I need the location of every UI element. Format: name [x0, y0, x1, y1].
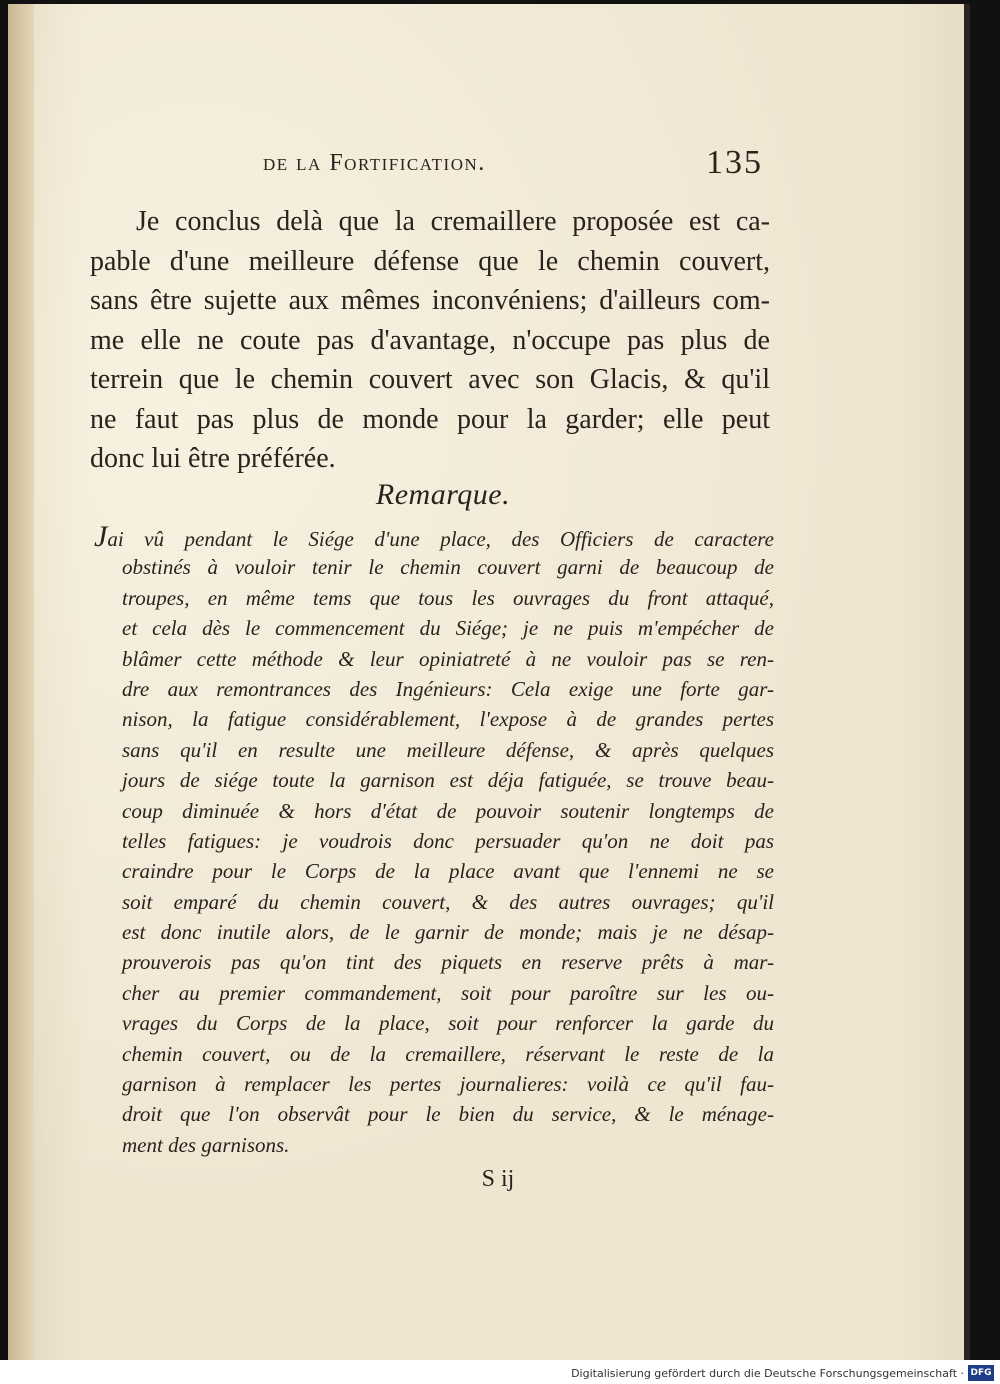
remark-line: obstinés à vouloir tenir le chemin couvert garni de beaucoup de	[122, 555, 774, 580]
page-number: 135	[706, 144, 763, 181]
remark-line: blâmer cette méthode & leur opiniatreté à ne vouloir pas se ren-	[122, 646, 774, 671]
remark-line: et cela dès le commencement du Siége; je ne puis m'empécher de	[122, 616, 774, 641]
remark-line: craindre pour le Corps de la place avant que l'ennemi ne se	[122, 859, 774, 884]
remark-text	[94, 522, 774, 1160]
remark-line: dre aux remontrances des Ingénieurs: Cela exige une forte gar-	[122, 676, 774, 701]
remark-line: prouverois pas qu'on tint des piquets en reserve prêts à mar-	[122, 950, 774, 975]
page-edge	[964, 4, 970, 1360]
remark-line-text: ai vû pendant le Siége d'une place, des Officiers de caractere	[107, 527, 774, 551]
drop-cap: J	[94, 520, 108, 553]
remark-line: jours de siége toute la garnison est déja fatiguée, se trouve beau-	[122, 768, 774, 793]
remark-line: nison, la fatigue considérablement, l'expose à de grandes pertes	[122, 707, 774, 732]
footer-bar	[0, 1360, 1000, 1384]
remark-line: vrages du Corps de la place, soit pour renforcer la garde du	[122, 1011, 774, 1036]
funding-credit: Digitalisierung gefördert durch die Deutsche Forschungsgemeinschaft ·	[571, 1367, 964, 1380]
remark-line: droit que l'on observât pour le bien du service, & le ménage-	[122, 1102, 774, 1127]
paragraph-line: sans être sujette aux mêmes inconvéniens; d'ailleurs com-	[90, 285, 770, 316]
remark-line: troupes, en même tems que tous les ouvrages du front attaqué,	[122, 585, 774, 610]
book-page	[8, 4, 970, 1360]
remark-line: soit emparé du chemin couvert, & des autres ouvrages; qu'il	[122, 889, 774, 914]
remark-heading: Remarque.	[375, 478, 511, 511]
paragraph-line: donc lui être préférée.	[90, 443, 336, 474]
paragraph-line: ne faut pas plus de monde pour la garder; elle peut	[90, 403, 770, 435]
remark-line	[94, 522, 774, 552]
running-header	[263, 144, 763, 194]
main-paragraph	[90, 202, 770, 479]
paragraph-line: me elle ne coute pas d'avantage, n'occupe pas plus de	[90, 324, 770, 356]
dfg-logo-icon[interactable]: DFG	[968, 1365, 994, 1381]
remark-line: cher au premier commandement, soit pour paroître sur les ou-	[122, 980, 774, 1005]
remark-line: est donc inutile alors, de le garnir de monde; mais je ne désap-	[122, 920, 774, 945]
remark-line: sans qu'il en resulte une meilleure défense, & après quelques	[122, 737, 774, 762]
paragraph-line: pable d'une meilleure défense que le chemin couvert,	[90, 245, 770, 277]
remark-line: telles fatigues: je voudrois donc persuader qu'on ne doit pas	[122, 828, 774, 853]
page-gutter	[8, 4, 34, 1360]
signature-mark: S ij	[481, 1166, 515, 1192]
remark-line: coup diminuée & hors d'état de pouvoir soutenir longtemps de	[122, 798, 774, 823]
remark-line: garnison à remplacer les pertes journalieres: voilà ce qu'il fau-	[122, 1072, 774, 1097]
paragraph-line: Je conclus delà que la cremaillere proposée est ca-	[136, 206, 770, 237]
running-title: de la Fortification.	[263, 150, 486, 176]
remark-line: chemin couvert, ou de la cremaillere, réservant le reste de la	[122, 1041, 774, 1066]
paragraph-line: terrein que le chemin couvert avec son Glacis, & qu'il	[90, 364, 770, 395]
remark-line: ment des garnisons.	[122, 1132, 290, 1157]
